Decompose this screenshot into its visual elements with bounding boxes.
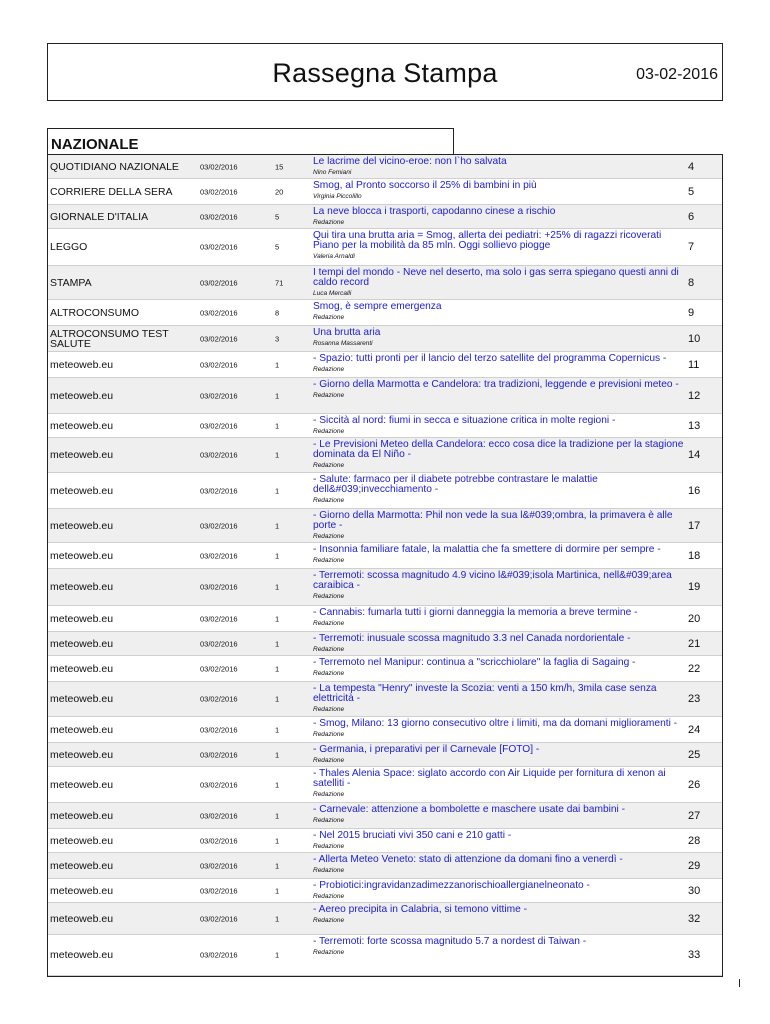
page-number-cell: 22 <box>688 662 701 675</box>
article-author: Redazione <box>313 757 345 764</box>
article-title-link[interactable]: La neve blocca i trasporti, capodanno cinese a rischio <box>313 206 556 217</box>
page-number-cell: 5 <box>688 185 695 198</box>
article-title-cell[interactable] <box>313 571 685 602</box>
article-title-link[interactable]: I tempi del mondo - Neve nel deserto, ma solo i gas serra spiegano questi anni di caldo record <box>313 267 679 288</box>
page-cell: 1 <box>275 614 280 623</box>
header-box <box>47 43 723 101</box>
article-author: Redazione <box>313 893 345 900</box>
date-cell: 03/02/2016 <box>200 212 238 221</box>
page-number-cell: 17 <box>688 519 701 532</box>
table-row <box>48 569 722 606</box>
table-row <box>48 266 722 300</box>
page-cell: 1 <box>275 639 280 648</box>
table-row <box>48 473 722 509</box>
source-cell: meteoweb.eu <box>50 859 114 872</box>
article-title-cell[interactable] <box>313 608 685 629</box>
source-cell: LEGGO <box>50 241 88 253</box>
article-title-cell[interactable] <box>313 181 685 202</box>
page-number-cell: 16 <box>688 484 701 497</box>
article-title-cell[interactable] <box>313 769 685 800</box>
table-row <box>48 438 722 473</box>
date-cell: 03/02/2016 <box>200 391 238 400</box>
article-title-link[interactable]: Una brutta aria <box>313 327 381 338</box>
table-row <box>48 903 722 935</box>
article-title-link[interactable]: - Terremoto nel Manipur: continua a "scricchiolare" la faglia di Sagaing - <box>313 657 636 668</box>
article-author: Redazione <box>313 917 345 924</box>
page-number-cell: 11 <box>688 358 700 371</box>
table-row <box>48 205 722 229</box>
article-author: Virginia Piccolillo <box>313 193 362 200</box>
page-cell: 1 <box>275 836 280 845</box>
page-cell: 1 <box>275 421 280 430</box>
table-row <box>48 606 722 632</box>
page-number-cell: 33 <box>688 949 701 961</box>
table-row <box>48 543 722 569</box>
date-cell: 03/02/2016 <box>200 187 238 196</box>
article-author: Redazione <box>313 620 345 627</box>
page-cell: 1 <box>275 750 280 759</box>
page-title: Rassegna Stampa <box>272 58 498 88</box>
article-title-cell[interactable] <box>313 440 685 471</box>
table-row <box>48 632 722 656</box>
article-title-cell[interactable] <box>313 231 685 262</box>
date-cell: 03/02/2016 <box>200 582 238 592</box>
page-cell: 5 <box>275 212 280 221</box>
page-cell: 1 <box>275 725 280 734</box>
source-cell: meteoweb.eu <box>50 581 114 593</box>
article-author: Redazione <box>313 731 345 738</box>
page-number-cell: 20 <box>688 612 701 625</box>
page-cell: 1 <box>275 780 280 789</box>
article-title-link[interactable]: - Aereo precipita in Calabria, si temono vittime - <box>313 904 528 915</box>
table-row <box>48 179 722 205</box>
article-title-link[interactable]: - Insonnia familiare fatale, la malattia che fa smettere di dormire per sempre - <box>313 544 661 555</box>
page-cell: 1 <box>275 391 280 400</box>
article-title-link[interactable]: Smog, al Pronto soccorso il 25% di bambini in più <box>313 180 537 191</box>
article-title-cell[interactable] <box>313 805 685 826</box>
date-cell: 03/02/2016 <box>200 242 238 252</box>
page-number-cell: 23 <box>688 693 701 705</box>
article-title-link[interactable]: - Allerta Meteo Veneto: stato di attenzione da domani fino a venerdì - <box>313 854 623 865</box>
article-author: Redazione <box>313 428 345 435</box>
date-cell: 03/02/2016 <box>200 308 238 317</box>
page-cell: 71 <box>275 278 284 287</box>
source-cell: meteoweb.eu <box>50 723 114 736</box>
article-author: Redazione <box>313 497 345 504</box>
table-row <box>48 229 722 266</box>
table-row <box>48 935 722 976</box>
page-number-cell: 14 <box>688 449 701 461</box>
article-title-link[interactable]: - Giorno della Marmotta: Phil non vede la sua l&#039;ombra, la primavera è alle porte - <box>313 510 673 531</box>
article-title-cell[interactable] <box>313 745 685 766</box>
page-number-cell: 26 <box>688 778 701 791</box>
article-title-link[interactable]: - Spazio: tutti pronti per il lancio del terzo satellite del programma Copernicus - <box>313 353 667 364</box>
article-title-cell[interactable] <box>313 905 685 926</box>
source-cell: GIORNALE D'ITALIA <box>50 210 149 223</box>
article-title-cell[interactable] <box>313 380 685 401</box>
source-cell: meteoweb.eu <box>50 662 114 675</box>
header-date: 03-02-2016 <box>636 66 718 83</box>
article-title-cell[interactable] <box>313 268 685 299</box>
source-cell: meteoweb.eu <box>50 778 114 791</box>
date-cell: 03/02/2016 <box>200 725 238 734</box>
page-cell: 20 <box>275 187 284 196</box>
date-cell: 03/02/2016 <box>200 486 238 495</box>
page-number-cell: 27 <box>688 809 701 822</box>
page-cell: 3 <box>275 334 280 343</box>
date-cell: 03/02/2016 <box>200 664 238 673</box>
table-row <box>48 717 722 743</box>
article-title-link[interactable]: - Smog, Milano: 13 giorno consecutivo oltre i limiti, ma da domani miglioramenti - <box>313 718 678 729</box>
page-number-cell: 13 <box>688 419 701 432</box>
table-row <box>48 803 722 829</box>
date-cell: 03/02/2016 <box>200 886 238 895</box>
article-author: Redazione <box>313 646 345 653</box>
article-title-link[interactable]: - Terremoti: scossa magnitudo 4.9 vicino l&#039;isola Martinica, nell&#039;area caraibica - <box>313 570 672 591</box>
article-author: Luca Mercalli <box>313 290 352 297</box>
article-title-link[interactable]: - Salute: farmaco per il diabete potrebbe contrastare le malattie dell&#039;invecchiamento - <box>313 474 598 495</box>
page-cell: 1 <box>275 450 280 460</box>
table-row <box>48 326 722 352</box>
page-number-cell: 9 <box>688 306 695 319</box>
article-author: Redazione <box>313 706 345 713</box>
table-row <box>48 155 722 179</box>
article-author: Redazione <box>313 949 345 956</box>
page-cell: 1 <box>275 950 280 960</box>
page-cell: 8 <box>275 308 280 317</box>
article-author: Redazione <box>313 392 345 399</box>
date-cell: 03/02/2016 <box>200 162 238 171</box>
article-title-link[interactable]: Qui tira una brutta aria = Smog, allerta dei pediatri: +25% di ragazzi ricoverati Piano per la mobilità da 85 mln. Oggi sollievo piogge <box>313 230 662 251</box>
article-title-link[interactable]: - Probiotici:ingravidanzadimezzanorischioallergianelneonato - <box>313 880 590 891</box>
date-cell: 03/02/2016 <box>200 694 238 704</box>
page-cell: 5 <box>275 242 280 252</box>
source-cell: CORRIERE DELLA SERA <box>50 185 173 198</box>
article-author: Redazione <box>313 557 345 564</box>
date-cell: 03/02/2016 <box>200 836 238 845</box>
table-row <box>48 656 722 682</box>
article-title-cell[interactable] <box>313 475 685 506</box>
article-author: Rosanna Massarenti <box>313 340 373 347</box>
article-author: Nino Femiani <box>313 169 352 176</box>
article-title-link[interactable]: - Le Previsioni Meteo della Candelora: ecco cosa dice la tradizione per la stagione dominata da El Niño - <box>313 439 684 460</box>
article-author: Redazione <box>313 314 345 321</box>
article-title-cell[interactable] <box>313 302 685 323</box>
source-cell: meteoweb.eu <box>50 549 114 562</box>
article-title-cell[interactable] <box>313 881 685 902</box>
article-title-link[interactable]: - Terremoti: inusuale scossa magnitudo 3.3 nel Canada nordorientale - <box>313 633 631 644</box>
article-author: Redazione <box>313 462 345 469</box>
article-author: Redazione <box>313 817 345 824</box>
article-title-cell[interactable] <box>313 719 685 740</box>
article-author: Redazione <box>313 843 345 850</box>
date-cell: 03/02/2016 <box>200 750 238 759</box>
source-cell: ALTROCONSUMO TEST SALUTE <box>50 327 169 350</box>
source-cell: meteoweb.eu <box>50 637 114 650</box>
article-title-link[interactable]: Le lacrime del vicino-eroe: non l`ho salvata <box>313 156 507 167</box>
article-title-link[interactable]: - Siccità al nord: fiumi in secca e situazione critica in molte regioni - <box>313 415 616 426</box>
date-cell: 03/02/2016 <box>200 421 238 430</box>
article-title-link[interactable]: Smog, è sempre emergenza <box>313 301 442 312</box>
article-author: Redazione <box>313 670 345 677</box>
article-title-cell[interactable] <box>313 634 685 655</box>
table-row <box>48 829 722 853</box>
source-cell: meteoweb.eu <box>50 693 114 705</box>
article-title-link[interactable]: - La tempesta "Henry" investe la Scozia: venti a 150 km/h, 3mila case senza elettricità - <box>313 683 657 704</box>
table-row <box>48 879 722 903</box>
date-cell: 03/02/2016 <box>200 639 238 648</box>
page-number-cell: 12 <box>688 389 701 402</box>
article-title-cell[interactable] <box>313 855 685 876</box>
page-number-cell: 8 <box>688 276 695 289</box>
page-number-cell: 28 <box>688 834 701 847</box>
article-author: Redazione <box>313 219 345 226</box>
page-cell: 1 <box>275 582 280 592</box>
article-title-link[interactable]: - Cannabis: fumarla tutti i giorni danneggia la memoria a breve termine - <box>313 607 638 618</box>
page-edge-mark <box>739 979 740 987</box>
date-cell: 03/02/2016 <box>200 614 238 623</box>
page-number-cell: 6 <box>688 210 695 223</box>
page-number-cell: 21 <box>688 637 701 650</box>
article-title-cell[interactable] <box>313 937 685 958</box>
article-author: Redazione <box>313 366 345 373</box>
section-title: NAZIONALE <box>51 136 139 153</box>
source-cell: meteoweb.eu <box>50 949 114 961</box>
table-row <box>48 378 722 414</box>
article-title-cell[interactable] <box>313 658 685 679</box>
source-cell: meteoweb.eu <box>50 519 114 532</box>
date-cell: 03/02/2016 <box>200 360 238 369</box>
date-cell: 03/02/2016 <box>200 521 238 530</box>
article-title-link[interactable]: - Nel 2015 bruciati vivi 350 cani e 210 gatti - <box>313 830 512 841</box>
article-author: Redazione <box>313 593 345 600</box>
page-number-cell: 25 <box>688 748 701 761</box>
page-cell: 1 <box>275 360 280 369</box>
date-cell: 03/02/2016 <box>200 780 238 789</box>
source-cell: meteoweb.eu <box>50 884 114 897</box>
date-cell: 03/02/2016 <box>200 811 238 820</box>
article-title-cell[interactable] <box>313 157 685 178</box>
page-cell: 15 <box>275 162 284 171</box>
date-cell: 03/02/2016 <box>200 450 238 460</box>
article-author: Valeria Arnaldi <box>313 253 355 260</box>
table-row <box>48 743 722 767</box>
source-cell: meteoweb.eu <box>50 389 114 402</box>
article-author: Redazione <box>313 867 345 874</box>
page-cell: 1 <box>275 551 280 560</box>
source-cell: meteoweb.eu <box>50 484 114 497</box>
article-title-cell[interactable] <box>313 328 685 349</box>
page-cell: 1 <box>275 664 280 673</box>
page-number-cell: 24 <box>688 723 701 736</box>
page-cell: 1 <box>275 694 280 704</box>
source-cell: meteoweb.eu <box>50 612 114 625</box>
source-cell: meteoweb.eu <box>50 419 114 432</box>
page-cell: 1 <box>275 811 280 820</box>
page-cell: 1 <box>275 886 280 895</box>
page-number-cell: 32 <box>688 912 701 925</box>
article-author: Redazione <box>313 533 345 540</box>
section-header <box>47 128 454 154</box>
date-cell: 03/02/2016 <box>200 950 238 960</box>
page-number-cell: 10 <box>688 332 701 345</box>
article-title-link[interactable]: - Thales Alenia Space: siglato accordo con Air Liquide per fornitura di xenon ai satelliti - <box>313 768 666 789</box>
page-number-cell: 30 <box>688 884 701 897</box>
page-number-cell: 4 <box>688 160 695 173</box>
page-number-cell: 7 <box>688 241 695 253</box>
article-title-cell[interactable] <box>313 684 685 715</box>
source-cell: meteoweb.eu <box>50 912 114 925</box>
source-cell: ALTROCONSUMO <box>50 306 140 319</box>
date-cell: 03/02/2016 <box>200 334 238 343</box>
date-cell: 03/02/2016 <box>200 551 238 560</box>
source-cell: QUOTIDIANO NAZIONALE <box>50 160 179 173</box>
table-row <box>48 853 722 879</box>
date-cell: 03/02/2016 <box>200 278 238 287</box>
article-title-link[interactable]: - Germania, i preparativi per il Carnevale [FOTO] - <box>313 744 540 755</box>
source-cell: meteoweb.eu <box>50 809 114 822</box>
source-cell: meteoweb.eu <box>50 834 114 847</box>
article-title-cell[interactable] <box>313 545 685 566</box>
article-title-link[interactable]: - Terremoti: forte scossa magnitudo 5.7 a nordest di Taiwan - <box>313 936 587 947</box>
article-title-cell[interactable] <box>313 354 685 375</box>
page-number-cell: 19 <box>688 581 701 593</box>
article-title-cell[interactable] <box>313 831 685 852</box>
table-row <box>48 352 722 378</box>
page-cell: 1 <box>275 521 280 530</box>
page-cell: 1 <box>275 861 280 870</box>
source-cell: meteoweb.eu <box>50 358 114 371</box>
article-title-cell[interactable] <box>313 207 685 228</box>
article-title-cell[interactable] <box>313 511 685 542</box>
page-number-cell: 29 <box>688 859 701 872</box>
page-cell: 1 <box>275 914 280 923</box>
page-cell: 1 <box>275 486 280 495</box>
source-cell: STAMPA <box>50 276 92 289</box>
article-author: Redazione <box>313 791 345 798</box>
table-row <box>48 682 722 717</box>
table-row <box>48 767 722 803</box>
table-row <box>48 414 722 438</box>
date-cell: 03/02/2016 <box>200 914 238 923</box>
article-title-link[interactable]: - Carnevale: attenzione a bombolette e maschere usate dai bambini - <box>313 804 626 815</box>
source-cell: meteoweb.eu <box>50 449 114 461</box>
page-number-cell: 18 <box>688 549 701 562</box>
source-cell: meteoweb.eu <box>50 748 114 761</box>
table-row <box>48 509 722 543</box>
table-row <box>48 300 722 326</box>
article-title-cell[interactable] <box>313 416 685 437</box>
article-title-link[interactable]: - Giorno della Marmotta e Candelora: tra tradizioni, leggende e previsioni meteo - <box>313 379 679 390</box>
date-cell: 03/02/2016 <box>200 861 238 870</box>
